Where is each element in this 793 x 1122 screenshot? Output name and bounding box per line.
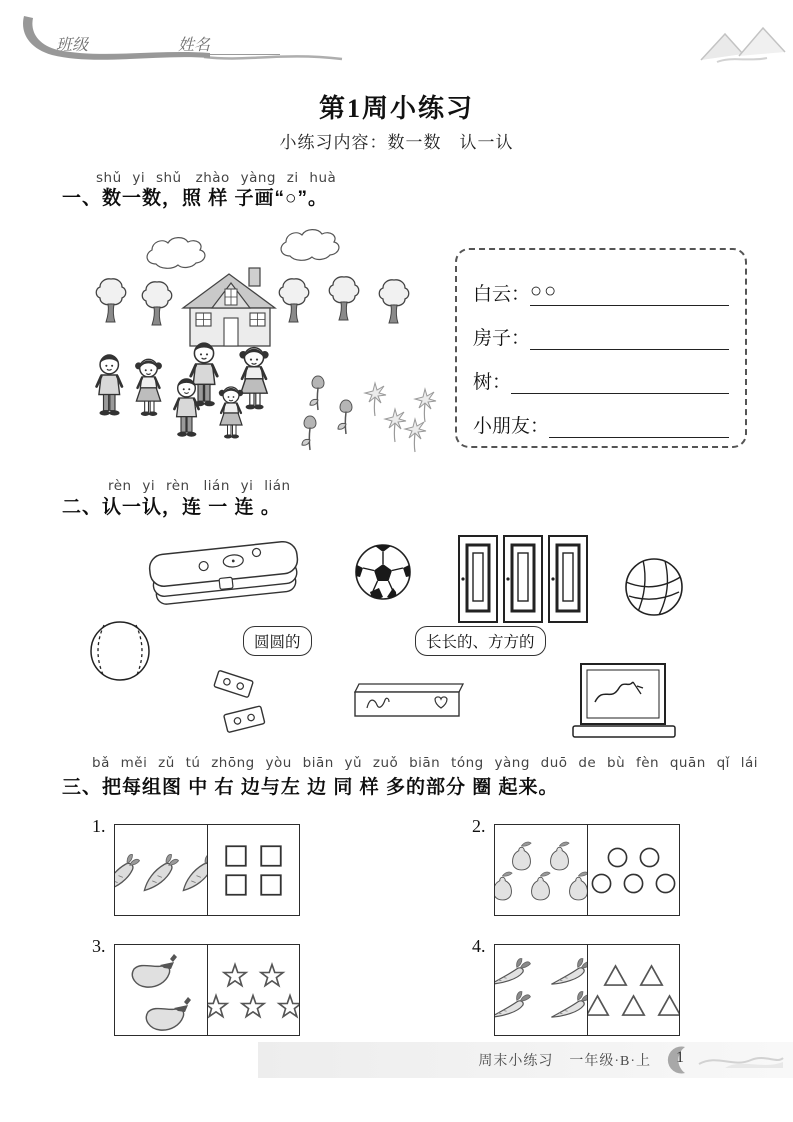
shape-row: [123, 949, 185, 989]
square-shape: [258, 872, 284, 898]
pear-shape: [562, 869, 587, 902]
exercise-1-box: [114, 824, 300, 916]
section2-pinyin: rèn yi rèn lián yi lián: [108, 478, 291, 494]
exercise-4-left-cell: [495, 945, 588, 1035]
exercise-4-right-cell: [588, 945, 680, 1035]
star-shape: [221, 961, 249, 989]
star-shape: [239, 992, 267, 1020]
blackboard-icon: [571, 662, 677, 742]
answer-label: 房子：: [473, 328, 531, 349]
round-label-bubble: 圆圆的: [243, 626, 312, 656]
shape-row: [208, 992, 300, 1020]
eggplant-shape: [137, 992, 199, 1032]
cloud-icon: [147, 238, 205, 269]
cloud-icon: [281, 230, 339, 261]
flower-icon: [385, 409, 406, 442]
shape-row: [223, 872, 284, 898]
page-title: 第1周小练习: [318, 94, 474, 123]
section2-heading: 二、认一认，连 一 连 。: [62, 497, 281, 518]
shape-row: [221, 961, 286, 989]
pear-shape: [543, 839, 576, 872]
exercise-4-box: [494, 944, 680, 1036]
pencil-case-icon: [143, 534, 305, 622]
exercise-2-left-cell: [495, 825, 588, 915]
section3-pinyin: bǎ měi zǔ tú zhōng yòu biān yǔ zuǒ biān tóng yàng duō de bù fèn quān qǐ lái: [92, 755, 758, 771]
section1-heading: 一、数一数，照 样 子画“○”。: [62, 188, 329, 209]
flower-icon: [415, 389, 436, 422]
shape-row: [495, 959, 588, 989]
exercise-2: [472, 816, 682, 918]
baseball-icon: [87, 618, 153, 684]
carrot-shape: [179, 852, 208, 894]
class-label: 班级: [56, 35, 89, 54]
triangle-shape: [656, 992, 679, 1019]
answer-label: 小朋友：: [473, 416, 550, 437]
header: [18, 14, 348, 80]
pear-shape: [505, 839, 538, 872]
triangle-shape: [620, 992, 647, 1019]
pear-shape: [495, 869, 519, 902]
tree-icon: [279, 279, 309, 322]
exercise-4: [472, 936, 682, 1038]
answer-label: 树：: [473, 372, 512, 393]
child-icon: [239, 348, 268, 410]
star-shape: [276, 992, 299, 1020]
star-shape: [208, 992, 231, 1020]
flower-icon: [338, 400, 352, 434]
tree-icon: [379, 280, 409, 323]
counting-scene-illustration: [86, 226, 442, 460]
radish-shape: [545, 990, 587, 1024]
child-icon: [191, 342, 217, 406]
answer-line-children: [473, 394, 729, 438]
long-square-label-bubble: 长长的、方方的: [415, 626, 546, 656]
answer-blank-line: [549, 407, 729, 438]
section3-heading: 三、把每组图 中 右 边与左 边 同 样 多的部分 圈 起来。: [62, 777, 559, 798]
carrot-shape: [115, 852, 143, 894]
star-shape: [258, 961, 286, 989]
circle-shape: [654, 872, 677, 895]
child-icon: [135, 359, 162, 416]
shape-row: [590, 872, 677, 895]
exercise-number: 2.: [472, 816, 486, 836]
circle-shape: [622, 872, 645, 895]
exercise-2-box: [494, 824, 680, 916]
matching-objects-area: [85, 534, 753, 752]
flower-icon: [405, 419, 426, 452]
answer-label: 白云：: [473, 284, 531, 305]
circle-shape: [606, 846, 629, 869]
circle-shape: [638, 846, 661, 869]
exercise-number: 1.: [92, 816, 106, 836]
house-icon: [183, 268, 275, 346]
doors-icon: [457, 534, 589, 626]
footer-landscape-icon: [697, 1046, 785, 1074]
radish-shape: [495, 957, 536, 991]
pencil-box-icon: [347, 680, 467, 722]
footer: [0, 1042, 793, 1078]
name-label: 姓名: [178, 35, 211, 54]
shape-row: [606, 846, 661, 869]
footer-grade-label: 一年级·B·上: [569, 1054, 651, 1069]
shape-row: [223, 843, 284, 869]
flower-icon: [302, 416, 316, 450]
answer-blank-line: [511, 363, 729, 394]
exercise-number: 3.: [92, 936, 106, 956]
page-number: 1: [676, 1049, 684, 1066]
exercise-1-right-cell: [208, 825, 300, 915]
exercise-3-left-cell: [115, 945, 208, 1035]
answer-blank-line: [530, 319, 729, 350]
exercise-1-left-cell: [115, 825, 208, 915]
soccer-ball-icon: [353, 542, 413, 602]
answer-blank-line: ○○: [530, 275, 729, 306]
blocks-icon: [203, 666, 285, 738]
triangle-shape: [638, 962, 665, 989]
circle-shape: [590, 872, 613, 895]
exercise-number: 4.: [472, 936, 486, 956]
triangle-shape: [588, 992, 611, 1019]
shape-row: [507, 842, 574, 869]
shape-row: [137, 992, 199, 1032]
answer-line-house: [473, 306, 729, 350]
exercise-3-box: [114, 944, 300, 1036]
triangle-shape: [602, 962, 629, 989]
pear-shape: [524, 869, 557, 902]
square-shape: [258, 843, 284, 869]
class-blank-line: [88, 38, 166, 55]
child-icon: [219, 387, 243, 439]
square-shape: [223, 843, 249, 869]
page-subtitle: 小练习内容：数一数 认一认: [279, 133, 514, 152]
exercise-3: [92, 936, 302, 1038]
shape-row: [495, 872, 588, 899]
flower-icon: [310, 376, 324, 410]
carrot-shape: [140, 852, 182, 894]
answer-box: [455, 248, 747, 448]
mountain-sketch-icon: [697, 22, 789, 68]
child-icon: [174, 378, 198, 437]
tree-icon: [96, 279, 126, 322]
square-shape: [223, 872, 249, 898]
section1-pinyin: shǔ yi shǔ zhào yàng zi huà: [96, 170, 337, 186]
answer-line-trees: [473, 350, 729, 394]
answer-line-clouds: [473, 262, 729, 306]
shape-row: [602, 962, 665, 989]
exercise-1: [92, 816, 302, 918]
volleyball-icon: [623, 556, 685, 618]
tree-icon: [142, 282, 172, 325]
radish-shape: [495, 990, 536, 1024]
tree-icon: [329, 277, 359, 320]
child-icon: [97, 354, 122, 415]
exercise-2-right-cell: [588, 825, 680, 915]
exercise-3-right-cell: [208, 945, 300, 1035]
shape-row: [588, 992, 680, 1019]
page-number-moon: [665, 1045, 695, 1075]
name-blank-line: [210, 38, 280, 55]
radish-shape: [545, 957, 587, 991]
eggplant-shape: [123, 949, 185, 989]
footer-series-label: 周末小练习: [478, 1054, 554, 1069]
shape-row: [495, 992, 588, 1022]
shape-row: [115, 852, 208, 894]
flower-icon: [365, 383, 386, 416]
